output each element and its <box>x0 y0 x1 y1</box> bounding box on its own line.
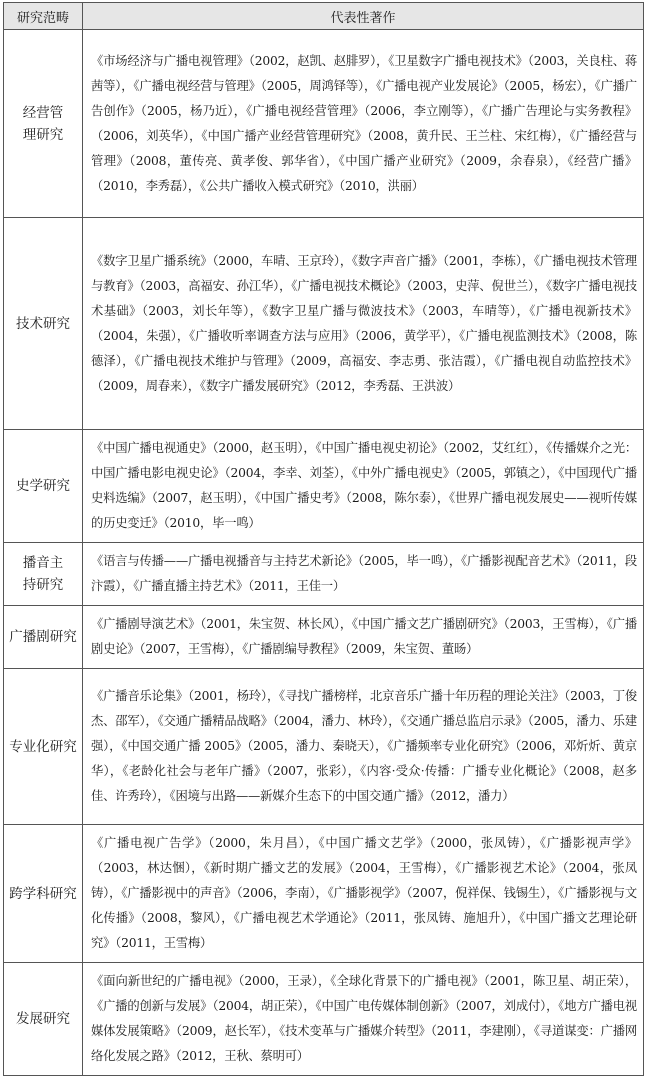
table-row <box>4 606 644 669</box>
table-row <box>4 825 644 963</box>
table-row <box>4 963 644 1076</box>
row-category: 专业化研究 <box>4 669 83 825</box>
table-row <box>4 30 644 218</box>
row-category: 技术研究 <box>4 218 83 430</box>
row-category: 播音主持研究 <box>4 543 83 606</box>
table-row <box>4 543 644 606</box>
table-header-row <box>4 3 644 30</box>
row-works: 《广播剧导演艺术》（2001，朱宝贺、林长风），《中国广播文艺广播剧研究》（2003，王雪梅），《广播剧史论》（2007，王雪梅），《广播剧编导教程》（2009，朱宝贺、董旸） <box>83 606 644 669</box>
row-category: 史学研究 <box>4 430 83 543</box>
table-row <box>4 430 644 543</box>
row-category: 跨学科研究 <box>4 825 83 963</box>
row-works: 《市场经济与广播电视管理》（2002，赵凯、赵腓罗），《卫星数字广播电视技术》（2003，关良柱、蒋茜等），《广播电视经营与管理》（2005，周鸿铎等），《广播电视产业发展论》（2005，杨宏），《广播广告创作》（2005，杨乃近），《广播电视经营管理》（2006，李立刚等），《广播广告理论与实务教程》（2006，刘英华），《中国广播产业经营管理研究》（2008，黄升民、王兰柱、宋红梅），《广播经营与管理》（2008，董传亮、黄孝俊、郭华省），《中国广播产业研究》（2009，余春泉），《经营广播》（2010，李秀磊），《公共广播收入模式研究》（2010，洪丽） <box>83 30 644 218</box>
row-category: 经营管理研究 <box>4 30 83 218</box>
research-works-table <box>3 2 644 1076</box>
row-category: 发展研究 <box>4 963 83 1076</box>
row-works: 《语言与传播——广播电视播音与主持艺术新论》（2005，毕一鸣），《广播影视配音艺术》（2011，段汴霞），《广播直播主持艺术》（2011，王佳一） <box>83 543 644 606</box>
row-category: 广播剧研究 <box>4 606 83 669</box>
row-works: 《广播音乐论集》（2001，杨玲），《寻找广播榜样，北京音乐广播十年历程的理论关注》（2003，丁俊杰、邵军），《交通广播精品战略》（2004，潘力、林玲），《交通广播总监启示录》（2005，潘力、乐建强），《中国交通广播 2005》（2005，潘力、秦晓天），《广播频率专业化研究》（2006，邓炘炘、黄京华），《老龄化社会与老年广播》（2007，张彩），《内容·受众·传播：广播专业化概论》（2008，赵多佳、许秀玲），《困境与出路——新媒介生态下的中国交通广播》（2012，潘力） <box>83 669 644 825</box>
header-research-scope: 研究范畴 <box>4 3 83 30</box>
row-works: 《数字卫星广播系统》（2000，车晴、王京玲），《数字声音广播》（2001，李栋），《广播电视技术管理与教育》（2003，高福安、孙江华），《广播电视技术概论》（2003，史萍、倪世兰），《数字广播电视技术基础》（2003，刘长年等），《数字卫星广播与微波技术》（2003，车晴等），《广播电视新技术》（2004，朱强），《广播收听率调查方法与应用》（2006，黄学平），《广播电视监测技术》（2008，陈德泽），《广播电视技术维护与管理》（2009，高福安、李志勇、张洁霞），《广播电视自动监控技术》（2009，周春来），《数字广播发展研究》（2012，李秀磊、王洪波） <box>83 218 644 430</box>
row-works: 《中国广播电视通史》（2000，赵玉明），《中国广播电视史初论》（2002，艾红红），《传播媒介之光：中国广播电影电视史论》（2004，李幸、刘荃），《中外广播电视史》（2005，郭镇之），《中国现代广播史料选编》（2007，赵玉明），《中国广播史考》（2008，陈尔泰），《世界广播电视发展史——视听传媒的历史变迁》（2010，毕一鸣） <box>83 430 644 543</box>
header-representative-works: 代表性著作 <box>83 3 644 30</box>
table-row <box>4 669 644 825</box>
row-works: 《广播电视广告学》（2000，朱月昌），《中国广播文艺学》（2000，张凤铸），《广播影视声学》（2003，林达悃），《新时期广播文艺的发展》（2004，王雪梅），《广播影视艺术论》（2004，张凤铸），《广播影视中的声音》（2006，李南），《广播影视学》（2007，倪祥保、钱锡生），《广播影视与文化传播》（2008，黎风），《广播电视艺术学通论》（2011，张凤铸、施旭升），《中国广播文艺理论研究》（2011，王雪梅） <box>83 825 644 963</box>
table-row <box>4 218 644 430</box>
row-works: 《面向新世纪的广播电视》（2000，王录），《全球化背景下的广播电视》（2001，陈卫星、胡正荣），《广播的创新与发展》（2004，胡正荣），《中国广电传媒体制创新》（2007，刘成付），《地方广播电视媒体发展策略》（2009，赵长军），《技术变革与广播媒介转型》（2011，李建刚），《寻道谋变：广播网络化发展之路》（2012，王秋、蔡明可） <box>83 963 644 1076</box>
